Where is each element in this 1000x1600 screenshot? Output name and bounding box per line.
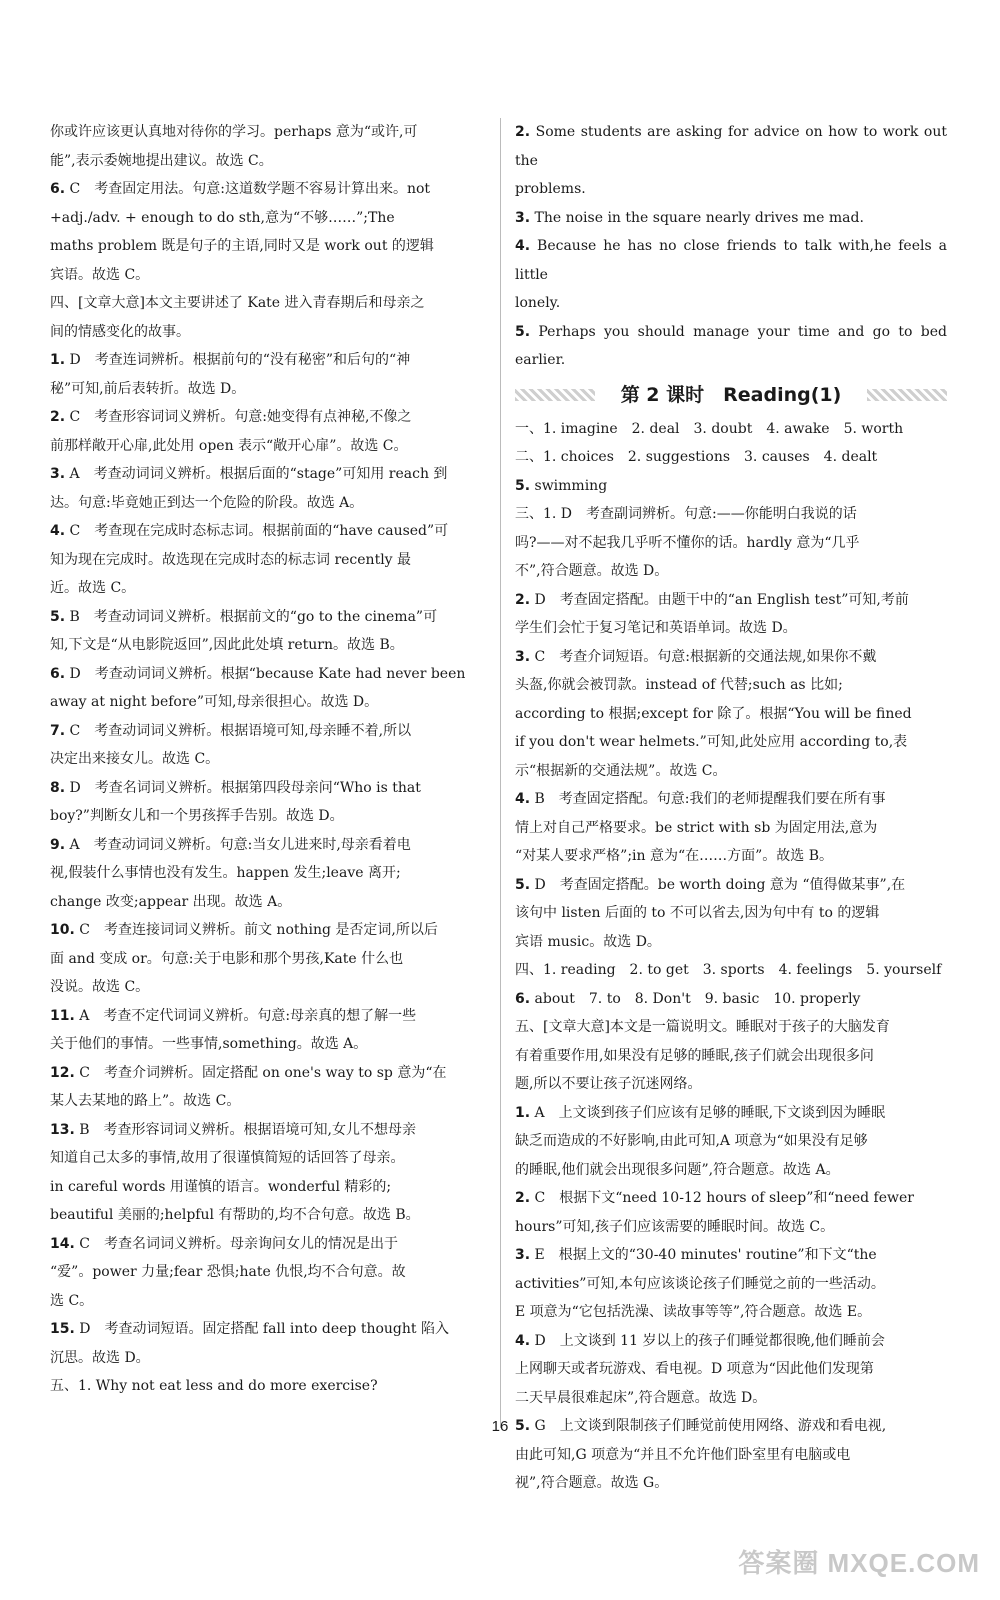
line-text: 选 C。 — [50, 1292, 94, 1309]
text-line — [515, 785, 947, 814]
text-line — [50, 1372, 490, 1401]
item-number: 12. — [50, 1064, 75, 1081]
text-line — [515, 1156, 947, 1185]
text-line — [50, 973, 490, 1002]
text-line — [50, 1287, 490, 1316]
text-line — [50, 460, 490, 489]
item-number: 2. — [515, 1190, 531, 1206]
line-text: 上网聊天或者玩游戏、看电视。D 项意为“因此他们发现第 — [515, 1361, 874, 1377]
line-text: B 考查形容词词义辨析。根据语境可知,女儿不想母亲 — [74, 1121, 416, 1138]
line-text: C 考查形容词词义辨析。句意:她变得有点神秘,不像之 — [65, 409, 412, 425]
item-number: 8. — [50, 779, 66, 796]
item-number: 15. — [50, 1321, 75, 1337]
line-text: according to 根据;except for 除了。根据“You will be fined — [515, 705, 912, 722]
line-text: swimming — [530, 477, 608, 494]
line-text: 达。句意:毕竟她正到达一个危险的阶段。故选 A。 — [50, 494, 364, 511]
text-line — [50, 1116, 490, 1145]
text-line — [515, 175, 947, 204]
line-text: C 考查介词短语。句意:根据新的交通法规,如果你不戴 — [530, 648, 877, 665]
text-line — [50, 1059, 490, 1088]
text-line — [50, 261, 490, 290]
text-line — [50, 1144, 490, 1173]
text-line — [515, 1241, 947, 1270]
line-text: 知道自己太多的事情,故用了很谨慎简短的话回答了母亲。 — [50, 1150, 405, 1166]
line-text: 缺乏而造成的不好影响,由此可知,A 项意为“如果没有足够 — [515, 1133, 868, 1149]
item-number: 5. — [50, 608, 66, 625]
watermark: 答案圈 MXQE.COM — [738, 1548, 980, 1578]
text-line — [515, 204, 947, 233]
line-text: E 项意为“它包括洗澡、读故事等等”,符合题意。故选 E。 — [515, 1304, 872, 1320]
line-text: 有着重要作用,如果没有足够的睡眠,孩子们就会出现很多问 — [515, 1047, 874, 1064]
text-line — [50, 916, 490, 945]
line-text: C 考查动词词义辨析。根据语境可知,母亲睡不着,所以 — [65, 722, 412, 739]
text-line — [50, 859, 490, 888]
item-number: 5. — [515, 323, 531, 340]
line-text: D 考查连词辨析。根据前句的“没有秘密”和后句的“神 — [65, 352, 411, 368]
text-line — [50, 346, 490, 375]
text-line — [515, 671, 947, 700]
text-line — [515, 1355, 947, 1384]
text-line — [50, 175, 490, 204]
text-line — [50, 688, 490, 717]
line-text: if you don't wear helmets.”可知,此处应用 according to,表 — [515, 734, 908, 750]
text-line — [515, 985, 947, 1014]
title-decoration-left — [515, 389, 595, 401]
line-text: 你或许应该更认真地对待你的学习。perhaps 意为“或许,可 — [50, 124, 418, 140]
text-line — [50, 574, 490, 603]
text-line — [515, 1327, 947, 1356]
item-number: 3. — [50, 466, 66, 482]
line-text: C 考查名词词义辨析。母亲询问女儿的情况是出于 — [74, 1235, 398, 1252]
line-text: 五、[文章大意]本文是一篇说明文。睡眠对于孩子的大脑发育 — [515, 1019, 890, 1035]
line-text: 前那样敞开心扉,此处用 open 表示“敞开心扉”。故选 C。 — [50, 437, 408, 454]
section-title — [515, 375, 947, 415]
line-text: D 考查固定搭配。由题干中的“an English test”可知,考前 — [530, 591, 909, 608]
text-line — [50, 1002, 490, 1031]
line-text: 情上对自己严格要求。be strict with sb 为固定用法,意为 — [515, 819, 878, 836]
line-text: G 上文谈到限制孩子们睡觉前使用网络、游戏和看电视, — [530, 1418, 887, 1434]
line-text: 不”,符合题意。故选 D。 — [515, 563, 669, 579]
text-line — [50, 717, 490, 746]
line-text: 的睡眠,他们就会出现很多问题”,符合题意。故选 A。 — [515, 1161, 840, 1178]
line-text: problems. — [515, 181, 586, 197]
text-line — [515, 415, 947, 444]
text-line — [50, 232, 490, 261]
line-text: Because he has no close friends to talk with,he feels a little — [515, 238, 947, 283]
text-line — [515, 700, 947, 729]
line-text: C 根据下文“need 10-12 hours of sleep”和“need fewer — [530, 1190, 914, 1206]
text-line — [515, 586, 947, 615]
line-text: 五、1. Why not eat less and do more exercise? — [50, 1378, 378, 1394]
text-line — [50, 1344, 490, 1373]
text-line — [50, 802, 490, 831]
line-text: hours”可知,孩子们应该需要的睡眠时间。故选 C。 — [515, 1218, 835, 1235]
line-text: A 考查动词词义辨析。句意:当女儿进来时,母亲看着电 — [65, 836, 411, 853]
item-number: 5. — [515, 1418, 531, 1434]
text-line — [515, 1441, 947, 1470]
text-line — [50, 1030, 490, 1059]
column-divider — [500, 118, 501, 1428]
text-line — [50, 1315, 490, 1344]
left-column — [50, 118, 490, 1401]
text-line — [515, 757, 947, 786]
line-text: maths problem 既是句子的主语,同时又是 work out 的逻辑 — [50, 238, 434, 254]
text-line — [50, 118, 490, 147]
line-text: The noise in the square nearly drives me mad. — [530, 209, 864, 226]
reading-answers — [515, 415, 947, 1498]
text-line — [515, 956, 947, 985]
text-line — [50, 1087, 490, 1116]
line-text: “对某人要求严格”;in 意为“在……方面”。故选 B。 — [515, 848, 834, 864]
line-text: 示“根据新的交通法规”。故选 C。 — [515, 762, 727, 779]
item-number: 7. — [50, 722, 66, 739]
text-line — [50, 888, 490, 917]
text-line — [515, 643, 947, 672]
text-line — [50, 603, 490, 632]
text-line — [50, 831, 490, 860]
line-text: 吗?——对不起我几乎听不懂你的话。hardly 意为“几乎 — [515, 534, 860, 551]
item-number: 4. — [515, 1332, 531, 1349]
line-text: A 上文谈到孩子们应该有足够的睡眠,下文谈到因为睡眠 — [530, 1104, 886, 1121]
right-column — [515, 118, 947, 1498]
line-text: D 上文谈到 11 岁以上的孩子们睡觉都很晚,他们睡前会 — [530, 1332, 885, 1349]
text-line — [515, 118, 947, 175]
text-line — [515, 1298, 947, 1327]
line-text: 近。故选 C。 — [50, 580, 136, 596]
text-line — [515, 1270, 947, 1299]
line-text: +adj./adv. + enough to do sth,意为“不够……”;The — [50, 209, 395, 226]
text-line — [50, 1230, 490, 1259]
item-number: 2. — [515, 124, 531, 140]
line-text: “爱”。power 力量;fear 恐惧;hate 仇恨,均不合句意。故 — [50, 1264, 406, 1280]
line-text: C 考查固定用法。句意:这道数学题不容易计算出来。not — [65, 181, 431, 197]
text-line — [515, 1384, 947, 1413]
item-number: 6. — [515, 990, 531, 1007]
line-text: D 考查名词词义辨析。根据第四段母亲问“Who is that — [65, 779, 421, 796]
line-text: 头盔,你就会被罚款。instead of 代替;such as 比如; — [515, 677, 843, 693]
line-text: 视,假装什么事情也没有发生。happen 发生;leave 离开; — [50, 865, 401, 881]
line-text: activities”可知,本句应该谈论孩子们睡觉之前的一些活动。 — [515, 1275, 885, 1292]
text-line — [515, 443, 947, 472]
text-line — [515, 318, 947, 375]
line-text: beautiful 美丽的;helpful 有帮助的,均不合句意。故选 B。 — [50, 1207, 420, 1223]
item-number: 5. — [515, 477, 531, 494]
text-line — [515, 557, 947, 586]
item-number: 2. — [515, 591, 531, 608]
line-text: D 考查动词短语。固定搭配 fall into deep thought 陷入 — [74, 1321, 449, 1337]
text-line — [50, 289, 490, 318]
line-text: in careful words 用谨慎的语言。wonderful 精彩的; — [50, 1178, 392, 1195]
text-line — [515, 529, 947, 558]
line-text: 面 and 变成 or。句意:关于电影和那个男孩,Kate 什么也 — [50, 950, 404, 967]
text-line — [515, 814, 947, 843]
line-text: 没说。故选 C。 — [50, 979, 150, 995]
line-text: 秘”可知,前后表转折。故选 D。 — [50, 380, 246, 397]
line-text: 宾语。故选 C。 — [50, 266, 150, 283]
line-text: C 考查连接词词义辨析。前文 nothing 是否定词,所以后 — [74, 922, 438, 938]
line-text: boy?”判断女儿和一个男孩挥手告别。故选 D。 — [50, 808, 344, 824]
text-line — [50, 147, 490, 176]
item-number: 4. — [50, 523, 66, 539]
text-line — [50, 432, 490, 461]
item-number: 14. — [50, 1235, 75, 1252]
text-line — [515, 289, 947, 318]
text-line — [50, 375, 490, 404]
item-number: 11. — [50, 1007, 75, 1024]
item-number: 13. — [50, 1121, 75, 1138]
text-line — [50, 774, 490, 803]
title-decoration-right — [867, 389, 947, 401]
line-text: 三、1. D 考查副词辨析。句意:——你能明白我说的话 — [515, 506, 857, 522]
line-text: 一、1. imagine 2. deal 3. doubt 4. awake 5. worth — [515, 420, 904, 437]
text-line — [515, 232, 947, 289]
text-line — [515, 871, 947, 900]
line-text: 视”,符合题意。故选 G。 — [515, 1475, 669, 1491]
item-number: 3. — [515, 1247, 531, 1263]
line-text: 知为现在完成时。故选现在完成时态的标志词 recently 最 — [50, 551, 412, 568]
text-line — [515, 1070, 947, 1099]
line-text: 决定出来接女儿。故选 C。 — [50, 751, 220, 767]
line-text: 宾语 music。故选 D。 — [515, 933, 661, 950]
item-number: 3. — [515, 648, 531, 665]
section-title-text: 第 2 课时 Reading(1) — [620, 383, 842, 406]
line-text: away at night before”可知,母亲很担心。故选 D。 — [50, 694, 379, 710]
text-line — [50, 631, 490, 660]
text-line — [515, 614, 947, 643]
line-text: 关于他们的事情。一些事情,something。故选 A。 — [50, 1036, 368, 1052]
item-number: 5. — [515, 876, 531, 893]
text-line — [50, 745, 490, 774]
text-line — [50, 945, 490, 974]
text-line — [515, 1184, 947, 1213]
line-text: 二、1. choices 2. suggestions 3. causes 4. dealt — [515, 449, 878, 465]
text-line — [50, 489, 490, 518]
line-text: 二天早晨很难起床”,符合题意。故选 D。 — [515, 1389, 767, 1406]
sentence-answers — [515, 118, 947, 375]
line-text: E 根据上文的“30-40 minutes' routine”和下文“the — [530, 1247, 877, 1263]
item-number: 1. — [50, 352, 66, 368]
text-line — [515, 1127, 947, 1156]
item-number: 6. — [50, 181, 66, 197]
text-line — [50, 660, 490, 689]
text-line — [515, 500, 947, 529]
line-text: 题,所以不要让孩子沉迷网络。 — [515, 1076, 702, 1092]
text-line — [515, 899, 947, 928]
text-line — [515, 1013, 947, 1042]
text-line — [515, 842, 947, 871]
line-text: 四、[文章大意]本文主要讲述了 Kate 进入青春期后和母亲之 — [50, 295, 425, 311]
item-number: 4. — [515, 238, 531, 254]
page-number: 16 — [491, 1418, 509, 1435]
line-text: B 考查固定搭配。句意:我们的老师提醒我们要在所有事 — [530, 791, 886, 807]
text-line — [50, 403, 490, 432]
item-number: 6. — [50, 665, 66, 682]
line-text: Some students are asking for advice on how to work out the — [515, 124, 947, 169]
text-line — [515, 1469, 947, 1498]
text-line — [50, 204, 490, 233]
line-text: 间的情感变化的故事。 — [50, 323, 190, 340]
text-line — [515, 928, 947, 957]
line-text: about 7. to 8. Don't 9. basic 10. properly — [530, 990, 861, 1007]
line-text: change 改变;appear 出现。故选 A。 — [50, 893, 292, 910]
line-text: 沉思。故选 D。 — [50, 1349, 150, 1366]
line-text: 知,下文是“从电影院返回”,因此此处填 return。故选 B。 — [50, 637, 404, 653]
text-line — [515, 1213, 947, 1242]
line-text: Perhaps you should manage your time and go to bed earlier. — [515, 323, 947, 368]
item-number: 3. — [515, 209, 531, 226]
item-number: 1. — [515, 1104, 531, 1121]
line-text: B 考查动词词义辨析。根据前文的“go to the cinema”可 — [65, 608, 438, 625]
item-number: 10. — [50, 922, 75, 938]
text-line — [50, 1201, 490, 1230]
item-number: 4. — [515, 791, 531, 807]
line-text: 某人去某地的路上”。故选 C。 — [50, 1093, 241, 1109]
line-text: 由此可知,G 项意为“并且不允许他们卧室里有电脑或电 — [515, 1446, 851, 1463]
text-line — [50, 318, 490, 347]
line-text: 能”,表示委婉地提出建议。故选 C。 — [50, 152, 273, 169]
line-text: C 考查现在完成时态标志词。根据前面的“have caused”可 — [65, 523, 449, 539]
text-line — [515, 1042, 947, 1071]
text-line — [515, 728, 947, 757]
line-text: C 考查介词辨析。固定搭配 on one's way to sp 意为“在 — [74, 1064, 447, 1081]
item-number: 9. — [50, 836, 66, 853]
text-line — [50, 1258, 490, 1287]
line-text: 该句中 listen 后面的 to 不可以省去,因为句中有 to 的逻辑 — [515, 905, 880, 921]
text-line — [515, 472, 947, 501]
text-line — [50, 1173, 490, 1202]
line-text: A 考查动词词义辨析。根据后面的“stage”可知用 reach 到 — [65, 466, 448, 482]
line-text: D 考查固定搭配。be worth doing 意为 “值得做某事”,在 — [530, 876, 906, 893]
item-number: 2. — [50, 409, 66, 425]
text-line — [515, 1099, 947, 1128]
line-text: A 考查不定代词词义辨析。句意:母亲真的想了解一些 — [74, 1007, 417, 1024]
line-text: 四、1. reading 2. to get 3. sports 4. feelings 5. yourself — [515, 962, 942, 978]
line-text: D 考查动词词义辨析。根据“because Kate had never been — [65, 665, 466, 682]
text-line — [50, 517, 490, 546]
line-text: lonely. — [515, 295, 561, 311]
text-line — [50, 546, 490, 575]
line-text: 学生们会忙于复习笔记和英语单词。故选 D。 — [515, 620, 797, 636]
